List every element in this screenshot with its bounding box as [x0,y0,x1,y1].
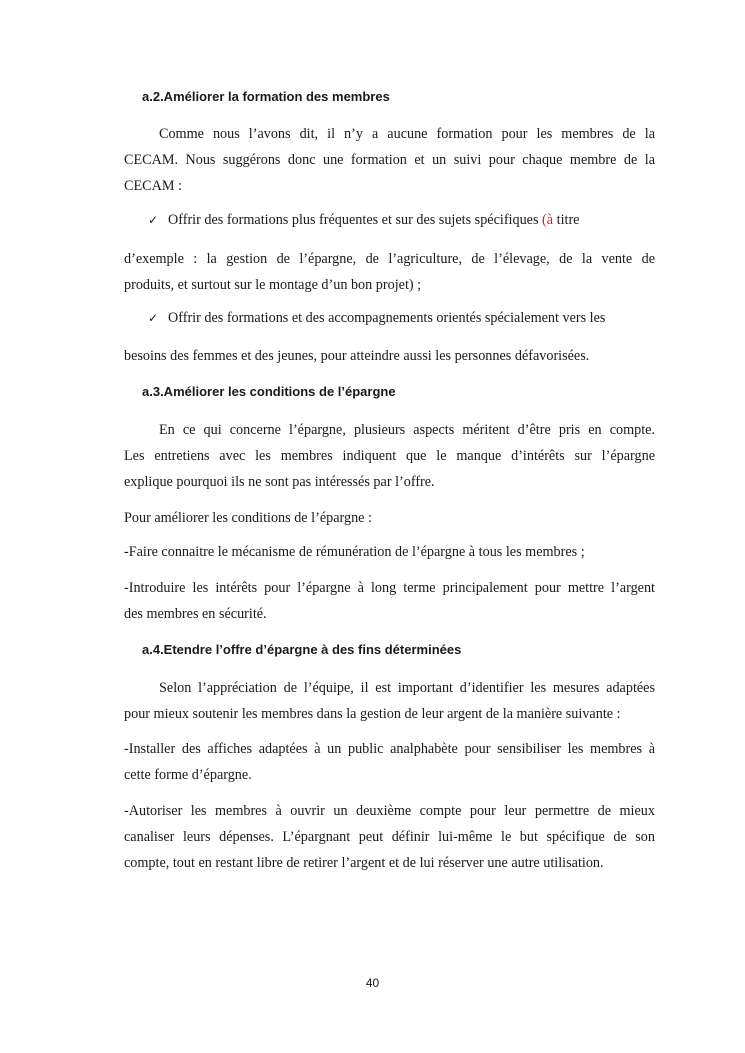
paragraph-line: -Faire connaitre le mécanisme de rémunération de l’épargne à tous les membres ; [124,544,585,560]
bullet-text-highlight: (à [542,212,554,228]
paragraph-a3-item2 [124,575,655,627]
paragraph-line: des membres en sécurité. [124,606,267,622]
bullet-item-1 [148,212,579,229]
paragraph-a2-intro [124,121,655,199]
heading-a3: a.3.Améliorer les conditions de l’épargne [142,384,396,399]
paragraph-line: Selon l’appréciation de l’équipe, il est important d’identifier les mesures adaptées [159,680,655,696]
paragraph-line: CECAM : [124,178,182,194]
paragraph-line: Les entretiens avec les membres indiquent que le manque d’intérêts sur l’épargne [124,448,655,464]
paragraph-line: Pour améliorer les conditions de l’épargne : [124,510,372,526]
heading-a4: a.4.Etendre l’offre d’épargne à des fins déterminées [142,642,462,657]
bullet-text: Offrir des formations et des accompagnements orientés spécialement vers les [168,310,606,326]
paragraph-a3-item1 [124,539,655,565]
bullet-item-2-continuation [124,343,655,369]
paragraph-a3-intro [124,417,655,495]
paragraph-a4-intro [124,675,655,727]
paragraph-line: -Introduire les intérêts pour l’épargne à long terme principalement pour mettre l’argent [124,580,655,596]
paragraph-line: CECAM. Nous suggérons donc une formation et un suivi pour chaque membre de la [124,152,655,168]
bullet-item-1-continuation [124,246,655,298]
paragraph-line: cette forme d’épargne. [124,767,252,783]
page-number: 40 [365,976,380,990]
paragraph-line: En ce qui concerne l’épargne, plusieurs aspects méritent d’être pris en compte. [159,422,655,438]
paragraph-a3-improve [124,505,655,531]
paragraph-line: canaliser leurs dépenses. L’épargnant peut définir lui-même le but spécifique de son [124,829,655,845]
paragraph-line: pour mieux soutenir les membres dans la gestion de leur argent de la manière suivante : [124,706,621,722]
heading-a2: a.2.Améliorer la formation des membres [142,89,390,104]
bullet-text-end: titre [553,212,580,228]
checkmark-icon: ✓ [148,213,159,227]
checkmark-icon: ✓ [148,311,159,325]
paragraph-line: produits, et surtout sur le montage d’un bon projet) ; [124,277,422,293]
bullet-text: Offrir des formations plus fréquentes et sur des sujets spécifiques [168,212,543,228]
paragraph-line: -Installer des affiches adaptées à un public analphabète pour sensibiliser les membres à [124,741,655,757]
paragraph-line: d’exemple : la gestion de l’épargne, de l’agriculture, de l’élevage, de la vente de [124,251,655,267]
paragraph-line: compte, tout en restant libre de retirer l’argent et de lui réserver une autre utilisation. [124,855,604,871]
bullet-item-2 [148,310,605,327]
paragraph-line: explique pourquoi ils ne sont pas intéressés par l’offre. [124,474,435,490]
paragraph-line: besoins des femmes et des jeunes, pour atteindre aussi les personnes défavorisées. [124,348,590,364]
paragraph-a4-item1 [124,736,655,788]
paragraph-line: Comme nous l’avons dit, il n’y a aucune formation pour les membres de la [159,126,655,142]
paragraph-line: -Autoriser les membres à ouvrir un deuxième compte pour leur permettre de mieux [124,803,655,819]
paragraph-a4-item2 [124,798,655,876]
